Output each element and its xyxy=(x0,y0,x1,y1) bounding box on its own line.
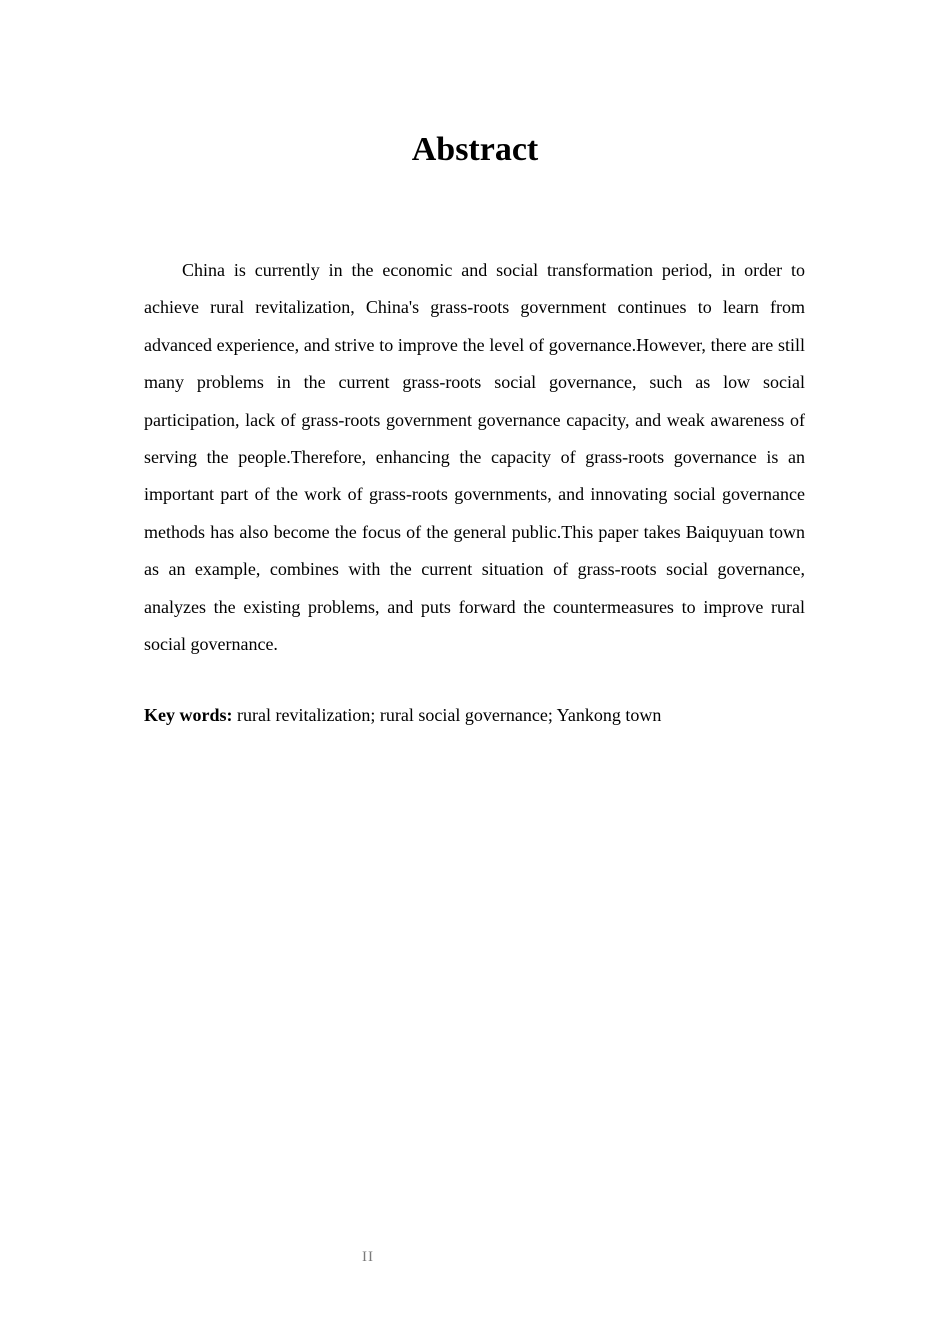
page-title: Abstract xyxy=(411,131,539,168)
page-number: II xyxy=(362,1249,374,1265)
keywords-text: rural revitalization; rural social governance; Yankong town xyxy=(237,705,662,725)
keywords-label: Key words: xyxy=(144,705,233,725)
keywords-line xyxy=(144,700,805,730)
abstract-paragraph: China is currently in the economic and social transformation period, in order to achieve rural revitalization, China's grass-roots government continues to learn from advanced experience, and strive to improve the level of governance.However, there are still many problems in the current grass-roots social governance, such as low social participation, lack of grass-roots government governance capacity, and weak awareness of serving the people.Therefore, enhancing the capacity of grass-roots governance is an important part of the work of grass-roots governments, and innovating social governance methods has also become the focus of the general public.This paper takes Baiquyuan town as an example, combines with the current situation of grass-roots social governance, analyzes the existing problems, and puts forward the countermeasures to improve rural social governance. xyxy=(144,260,805,655)
